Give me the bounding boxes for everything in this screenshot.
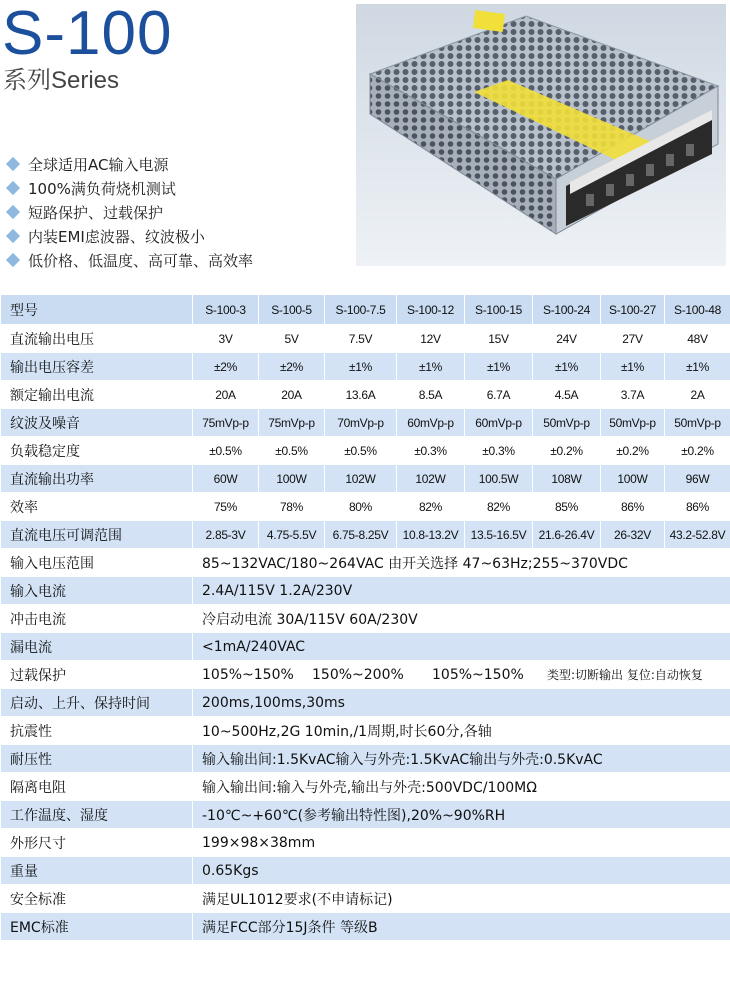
model-header: S-100-15	[465, 295, 533, 325]
cell-value: 13.5-16.5V	[465, 521, 533, 549]
row-label: 输出电压容差	[1, 353, 193, 381]
cell-value: 96W	[665, 465, 730, 493]
table-row	[1, 549, 730, 577]
cell-value: 10.8-13.2V	[397, 521, 465, 549]
cell-value: ±0.5%	[325, 437, 397, 465]
overload-part: 105%~150%	[202, 666, 294, 683]
table-row	[1, 913, 730, 941]
feature-text: 100%满负荷烧机测试	[28, 179, 176, 198]
row-label: 直流输出电压	[1, 325, 193, 353]
feature-text: 内装EMI虑波器、纹波极小	[28, 227, 205, 246]
cell-value: 27V	[601, 325, 665, 353]
span-value: 85~132VAC/180~264VAC 由开关选择 47~63Hz;255~370VDC	[193, 549, 730, 577]
cell-value: ±1%	[601, 353, 665, 381]
span-value: -10℃~+60℃(参考输出特性图),20%~90%RH	[193, 801, 730, 829]
cell-value: 8.5A	[397, 381, 465, 409]
table-row	[1, 353, 730, 381]
feature-text: 全球适用AC输入电源	[28, 155, 169, 174]
overload-group	[202, 666, 730, 683]
overload-part: 类型:切断输出 复位:自动恢复	[547, 668, 703, 682]
span-value: 199×98×38mm	[193, 829, 730, 857]
cell-value: 20A	[259, 381, 325, 409]
cell-value: 100W	[259, 465, 325, 493]
table-row	[1, 493, 730, 521]
table-row	[1, 325, 730, 353]
cell-value: 108W	[533, 465, 601, 493]
span-value: 0.65Kgs	[193, 857, 730, 885]
table-row	[1, 661, 730, 689]
cell-value: 20A	[193, 381, 259, 409]
cell-value: 26-32V	[601, 521, 665, 549]
cell-value: ±0.2%	[601, 437, 665, 465]
cell-value: ±1%	[533, 353, 601, 381]
cell-value: 43.2-52.8V	[665, 521, 730, 549]
table-row	[1, 857, 730, 885]
cell-value: ±0.3%	[397, 437, 465, 465]
span-value: 10~500Hz,2G 10min,/1周期,时长60分,各轴	[193, 717, 730, 745]
cell-value: 15V	[465, 325, 533, 353]
feature-text: 低价格、低温度、高可靠、高效率	[28, 251, 254, 270]
cell-value: 70mVp-p	[325, 409, 397, 437]
table-header-row	[1, 295, 730, 325]
row-label: 纹波及噪音	[1, 409, 193, 437]
cell-value: 50mVp-p	[601, 409, 665, 437]
cell-value: ±1%	[465, 353, 533, 381]
row-label: 额定输出电流	[1, 381, 193, 409]
cell-value: 60mVp-p	[465, 409, 533, 437]
cell-value: ±0.2%	[533, 437, 601, 465]
row-label: 过载保护	[1, 661, 193, 689]
row-label: 负载稳定度	[1, 437, 193, 465]
cell-value: 6.75-8.25V	[325, 521, 397, 549]
cell-value: ±1%	[397, 353, 465, 381]
table-row	[1, 689, 730, 717]
cell-value: ±1%	[665, 353, 730, 381]
span-value: 满足UL1012要求(不申请标记)	[193, 885, 730, 913]
row-label: 安全标准	[1, 885, 193, 913]
model-header: S-100-48	[665, 295, 730, 325]
cell-value: ±0.5%	[259, 437, 325, 465]
table-row	[1, 577, 730, 605]
table-row	[1, 605, 730, 633]
row-label: 直流电压可调范围	[1, 521, 193, 549]
feature-item	[4, 224, 344, 248]
cell-value: 78%	[259, 493, 325, 521]
row-label: 启动、上升、保持时间	[1, 689, 193, 717]
power-supply-illustration	[356, 4, 726, 266]
diamond-bullet-icon	[6, 253, 20, 267]
cell-value: 50mVp-p	[665, 409, 730, 437]
cell-value: ±2%	[259, 353, 325, 381]
table-row	[1, 437, 730, 465]
cell-value: 24V	[533, 325, 601, 353]
cell-value: 86%	[665, 493, 730, 521]
header-label: 型号	[1, 295, 193, 325]
feature-item	[4, 176, 344, 200]
cell-value: 75mVp-p	[193, 409, 259, 437]
cell-value: 7.5V	[325, 325, 397, 353]
table-row	[1, 773, 730, 801]
span-value: 输入输出间:1.5KvAC输入与外壳:1.5KvAC输出与外壳:0.5KvAC	[193, 745, 730, 773]
cell-value: 13.6A	[325, 381, 397, 409]
row-label: 隔离电阻	[1, 773, 193, 801]
cell-value: 50mVp-p	[533, 409, 601, 437]
cell-value: ±1%	[325, 353, 397, 381]
diamond-bullet-icon	[6, 157, 20, 171]
cell-value: 100.5W	[465, 465, 533, 493]
table-row	[1, 745, 730, 773]
diamond-bullet-icon	[6, 229, 20, 243]
overload-part: 150%~200%	[312, 666, 404, 683]
model-header: S-100-3	[193, 295, 259, 325]
row-label: 外形尺寸	[1, 829, 193, 857]
row-label: EMC标准	[1, 913, 193, 941]
overload-part: 105%~150%	[432, 666, 524, 683]
cell-value: 3V	[193, 325, 259, 353]
feature-item	[4, 248, 344, 272]
cell-value: 82%	[397, 493, 465, 521]
cell-value: ±0.3%	[465, 437, 533, 465]
page-title: S-100	[2, 0, 173, 68]
feature-item	[4, 200, 344, 224]
feature-item	[4, 152, 344, 176]
cell-value: 80%	[325, 493, 397, 521]
row-label: 直流输出功率	[1, 465, 193, 493]
cell-value: 5V	[259, 325, 325, 353]
diamond-bullet-icon	[6, 181, 20, 195]
span-value: 200ms,100ms,30ms	[193, 689, 730, 717]
header	[0, 0, 730, 290]
model-header: S-100-24	[533, 295, 601, 325]
table-row	[1, 521, 730, 549]
row-label: 工作温度、湿度	[1, 801, 193, 829]
overload-value	[193, 661, 730, 689]
span-value: 满足FCC部分15J条件 等级B	[193, 913, 730, 941]
row-label: 冲击电流	[1, 605, 193, 633]
cell-value: 48V	[665, 325, 730, 353]
cell-value: 4.5A	[533, 381, 601, 409]
table-row	[1, 801, 730, 829]
cell-value: 100W	[601, 465, 665, 493]
table-row	[1, 381, 730, 409]
cell-value: 102W	[397, 465, 465, 493]
cell-value: 102W	[325, 465, 397, 493]
cell-value: 3.7A	[601, 381, 665, 409]
model-header: S-100-7.5	[325, 295, 397, 325]
row-label: 输入电流	[1, 577, 193, 605]
cell-value: 82%	[465, 493, 533, 521]
table-row	[1, 465, 730, 493]
table-row	[1, 409, 730, 437]
spec-table	[0, 294, 730, 941]
feature-text: 短路保护、过载保护	[28, 203, 164, 222]
table-row	[1, 633, 730, 661]
cell-value: ±0.5%	[193, 437, 259, 465]
row-label: 漏电流	[1, 633, 193, 661]
span-value: 输入输出间:输入与外壳,输出与外壳:500VDC/100MΩ	[193, 773, 730, 801]
model-header: S-100-5	[259, 295, 325, 325]
span-value: 冷启动电流 30A/115V 60A/230V	[193, 605, 730, 633]
cell-value: 2.85-3V	[193, 521, 259, 549]
series-subtitle: 系列Series	[3, 67, 120, 94]
cell-value: 75mVp-p	[259, 409, 325, 437]
cell-value: 4.75-5.5V	[259, 521, 325, 549]
cell-value: 60W	[193, 465, 259, 493]
row-label: 输入电压范围	[1, 549, 193, 577]
cell-value: 12V	[397, 325, 465, 353]
row-label: 效率	[1, 493, 193, 521]
row-label: 耐压性	[1, 745, 193, 773]
cell-value: 2A	[665, 381, 730, 409]
cell-value: 75%	[193, 493, 259, 521]
table-row	[1, 829, 730, 857]
cell-value: ±2%	[193, 353, 259, 381]
product-photo	[356, 4, 726, 266]
span-value: <1mA/240VAC	[193, 633, 730, 661]
cell-value: 86%	[601, 493, 665, 521]
diamond-bullet-icon	[6, 205, 20, 219]
cell-value: 60mVp-p	[397, 409, 465, 437]
cell-value: 6.7A	[465, 381, 533, 409]
row-label: 重量	[1, 857, 193, 885]
span-value: 2.4A/115V 1.2A/230V	[193, 577, 730, 605]
table-row	[1, 717, 730, 745]
row-label: 抗震性	[1, 717, 193, 745]
model-header: S-100-12	[397, 295, 465, 325]
feature-list	[4, 152, 344, 272]
model-header: S-100-27	[601, 295, 665, 325]
cell-value: ±0.2%	[665, 437, 730, 465]
cell-value: 85%	[533, 493, 601, 521]
table-row	[1, 885, 730, 913]
cell-value: 21.6-26.4V	[533, 521, 601, 549]
